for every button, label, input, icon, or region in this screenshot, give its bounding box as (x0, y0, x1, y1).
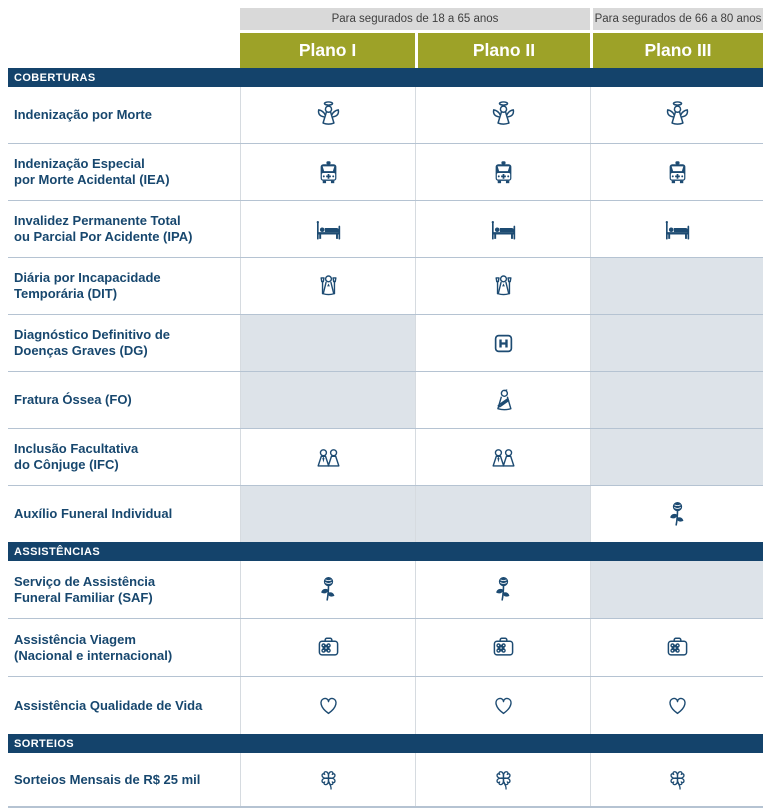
row-label: Invalidez Permanente Total ou Parcial Por Acidente (IPA) (14, 213, 193, 244)
first-aid-case-icon (415, 619, 590, 676)
not-included-cell (590, 429, 763, 485)
angel-icon (240, 87, 415, 143)
clover-icon (590, 753, 763, 806)
plans-comparison-table (8, 8, 763, 808)
not-included-cell (590, 372, 763, 428)
row-label: Assistência Viagem (Nacional e internacional) (14, 631, 173, 663)
person-crutches-icon (240, 258, 415, 314)
row-label: Diária por Incapacidade Temporária (DIT) (14, 270, 161, 301)
heart-icon (240, 677, 415, 734)
angel-icon (590, 87, 763, 143)
table-row (8, 428, 763, 485)
hospital-bed-icon (240, 201, 415, 257)
not-included-cell (590, 561, 763, 618)
hospital-sign-icon (415, 315, 590, 371)
ambulance-icon (590, 144, 763, 200)
section-header-assistências: ASSISTÊNCIAS (8, 542, 763, 561)
clover-icon (415, 753, 590, 806)
not-included-cell (590, 258, 763, 314)
clover-icon (240, 753, 415, 806)
age-band-label: Para segurados de 18 a 65 anos (331, 13, 499, 25)
hospital-bed-icon (590, 201, 763, 257)
table-row (8, 676, 763, 734)
couple-icon (415, 429, 590, 485)
age-band-66-80 (593, 8, 763, 30)
section-body (8, 561, 763, 734)
couple-icon (240, 429, 415, 485)
section-header-sorteios: SORTEIOS (8, 734, 763, 753)
table-row (8, 618, 763, 676)
ambulance-icon (415, 144, 590, 200)
row-label: Assistência Qualidade de Vida (14, 697, 203, 713)
plan-headers-row (8, 33, 763, 68)
table-row (8, 561, 763, 618)
row-label: Indenização Especial por Morte Acidental (IEA) (14, 156, 170, 187)
plan-header-plano-1 (240, 33, 415, 68)
row-label: Fratura Óssea (FO) (14, 392, 132, 407)
age-bands-row (8, 8, 763, 30)
row-label: Sorteios Mensais de R$ 25 mil (14, 771, 201, 787)
section-header-coberturas: COBERTURAS (8, 68, 763, 87)
row-label: Auxílio Funeral Individual (14, 506, 173, 521)
table-body (8, 68, 763, 806)
not-included-cell (415, 486, 590, 542)
not-included-cell (590, 315, 763, 371)
section-body (8, 753, 763, 806)
table-row (8, 257, 763, 314)
row-label: Diagnóstico Definitivo de Doenças Graves (DG) (14, 327, 171, 358)
plan-header-plano-3 (590, 33, 763, 68)
age-band-label: Para segurados de 66 a 80 anos (594, 13, 762, 25)
table-row (8, 371, 763, 428)
plan-header-plano-2 (415, 33, 590, 68)
not-included-cell (240, 486, 415, 542)
table-row (8, 753, 763, 806)
hospital-bed-icon (415, 201, 590, 257)
rose-icon (240, 561, 415, 618)
row-label: Inclusão Facultativa do Cônjuge (IFC) (14, 441, 139, 472)
angel-icon (415, 87, 590, 143)
row-label: Serviço de Assistência Funeral Familiar (SAF) (14, 573, 156, 605)
ambulance-icon (240, 144, 415, 200)
age-band-18-65 (240, 8, 590, 30)
first-aid-case-icon (240, 619, 415, 676)
arm-cast-icon (415, 372, 590, 428)
heart-icon (415, 677, 590, 734)
plan-name: Plano III (644, 40, 712, 60)
person-crutches-icon (415, 258, 590, 314)
plan-name: Plano I (298, 40, 357, 60)
first-aid-case-icon (590, 619, 763, 676)
not-included-cell (240, 372, 415, 428)
table-row (8, 314, 763, 371)
table-row (8, 485, 763, 542)
section-body (8, 87, 763, 542)
header-spacer (8, 8, 240, 30)
table-row (8, 87, 763, 143)
row-label: Indenização por Morte (14, 107, 152, 122)
table-row (8, 143, 763, 200)
heart-icon (590, 677, 763, 734)
header-spacer (8, 33, 240, 68)
plan-name: Plano II (472, 40, 536, 60)
rose-icon (590, 486, 763, 542)
not-included-cell (240, 315, 415, 371)
rose-icon (415, 561, 590, 618)
table-row (8, 200, 763, 257)
